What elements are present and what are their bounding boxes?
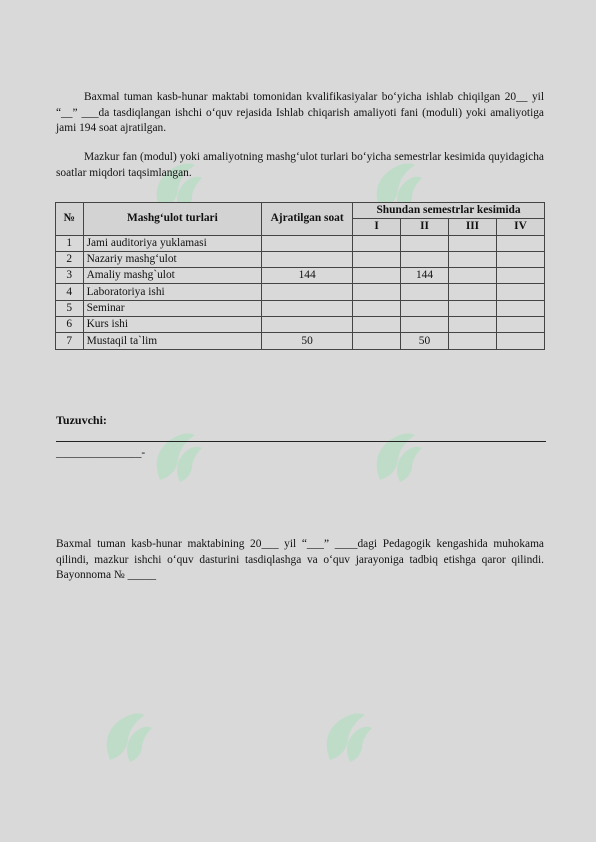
header-semester: II <box>401 219 449 235</box>
row-semester-cell <box>353 268 401 284</box>
row-semester-cell <box>448 284 496 300</box>
row-semester-cell <box>448 333 496 349</box>
row-num-cell: 7 <box>56 333 84 349</box>
row-type-cell: Kurs ishi <box>83 317 262 333</box>
row-semester-cell <box>353 300 401 316</box>
approval-paragraph: Baxmal tuman kasb-hunar maktabining 20___ yil “___” ____dagi Pedagogik kengashida muhokama qilindi, mazkur ishchi o‘quv dasturini tasdiqlashga va o‘quv jarayoniga tadbiq etishga qaror qilindi. Bayonnoma № _____ <box>56 538 544 582</box>
row-semester-cell <box>448 268 496 284</box>
row-semester-cell <box>448 300 496 316</box>
row-semester-cell: 144 <box>401 268 449 284</box>
watermark-logo-icon <box>140 420 210 490</box>
row-semester-cell <box>496 268 544 284</box>
header-semesters-title: Shundan semestrlar kesimida <box>353 203 545 219</box>
row-hours-cell: 144 <box>262 268 353 284</box>
table-row <box>56 251 545 267</box>
table-row <box>56 284 545 300</box>
row-hours-cell <box>262 235 353 251</box>
row-num-cell: 2 <box>56 251 84 267</box>
header-num: № <box>56 203 84 236</box>
row-num-cell: 4 <box>56 284 84 300</box>
hours-table <box>55 202 545 350</box>
row-semester-cell <box>448 251 496 267</box>
row-num-cell: 1 <box>56 235 84 251</box>
header-type: Mashg‘ulot turlari <box>83 203 262 236</box>
row-semester-cell <box>353 284 401 300</box>
watermark-logo-icon <box>90 700 160 770</box>
compiler-signature-blank: _______________- <box>56 447 146 459</box>
distribution-paragraph: Mazkur fan (modul) yoki amaliyotning mashg‘ulot turlari bo‘yicha semestrlar kesimida quyidagicha soatlar miqdori taqsimlangan. <box>56 151 544 179</box>
table-row <box>56 235 545 251</box>
row-semester-cell <box>401 300 449 316</box>
row-semester-cell <box>496 300 544 316</box>
header-semester: III <box>448 219 496 235</box>
row-hours-cell <box>262 300 353 316</box>
row-semester-cell <box>353 251 401 267</box>
row-semester-cell <box>353 235 401 251</box>
row-hours-cell <box>262 284 353 300</box>
header-semester: I <box>353 219 401 235</box>
row-type-cell: Nazariy mashg‘ulot <box>83 251 262 267</box>
row-type-cell: Jami auditoriya yuklamasi <box>83 235 262 251</box>
row-semester-cell <box>401 284 449 300</box>
row-type-cell: Laboratoriya ishi <box>83 284 262 300</box>
watermark-logo-icon <box>310 700 380 770</box>
row-semester-cell <box>448 317 496 333</box>
row-semester-cell <box>496 317 544 333</box>
row-semester-cell <box>401 235 449 251</box>
row-type-cell: Mustaqil ta`lim <box>83 333 262 349</box>
row-semester-cell <box>401 317 449 333</box>
row-semester-cell <box>496 333 544 349</box>
compiler-label: Tuzuvchi: <box>56 413 107 427</box>
row-semester-cell <box>401 251 449 267</box>
row-semester-cell <box>448 235 496 251</box>
row-semester-cell <box>496 251 544 267</box>
row-type-cell: Seminar <box>83 300 262 316</box>
row-semester-cell <box>353 317 401 333</box>
row-type-cell: Amaliy mashg`ulot <box>83 268 262 284</box>
watermark-logo-icon <box>360 420 430 490</box>
header-hours: Ajratilgan soat <box>262 203 353 236</box>
header-semester: IV <box>496 219 544 235</box>
row-hours-cell <box>262 317 353 333</box>
row-semester-cell: 50 <box>401 333 449 349</box>
row-num-cell: 3 <box>56 268 84 284</box>
table-row <box>56 333 545 349</box>
row-num-cell: 5 <box>56 300 84 316</box>
table-row <box>56 317 545 333</box>
row-semester-cell <box>496 284 544 300</box>
row-hours-cell: 50 <box>262 333 353 349</box>
row-hours-cell <box>262 251 353 267</box>
row-num-cell: 6 <box>56 317 84 333</box>
row-semester-cell <box>353 333 401 349</box>
compiler-signature-line <box>56 441 546 442</box>
table-row <box>56 300 545 316</box>
row-semester-cell <box>496 235 544 251</box>
table-row <box>56 268 545 284</box>
intro-paragraph: Baxmal tuman kasb-hunar maktabi tomonidan kvalifikasiyalar bo‘yicha ishlab chiqilgan 20__ yil “__” ___da tasdiqlangan ishchi o‘quv rejasida Ishlab chiqarish amaliyoti fani (moduli) yoki amaliyotiga jami 194 soat ajratilgan. <box>56 91 544 135</box>
